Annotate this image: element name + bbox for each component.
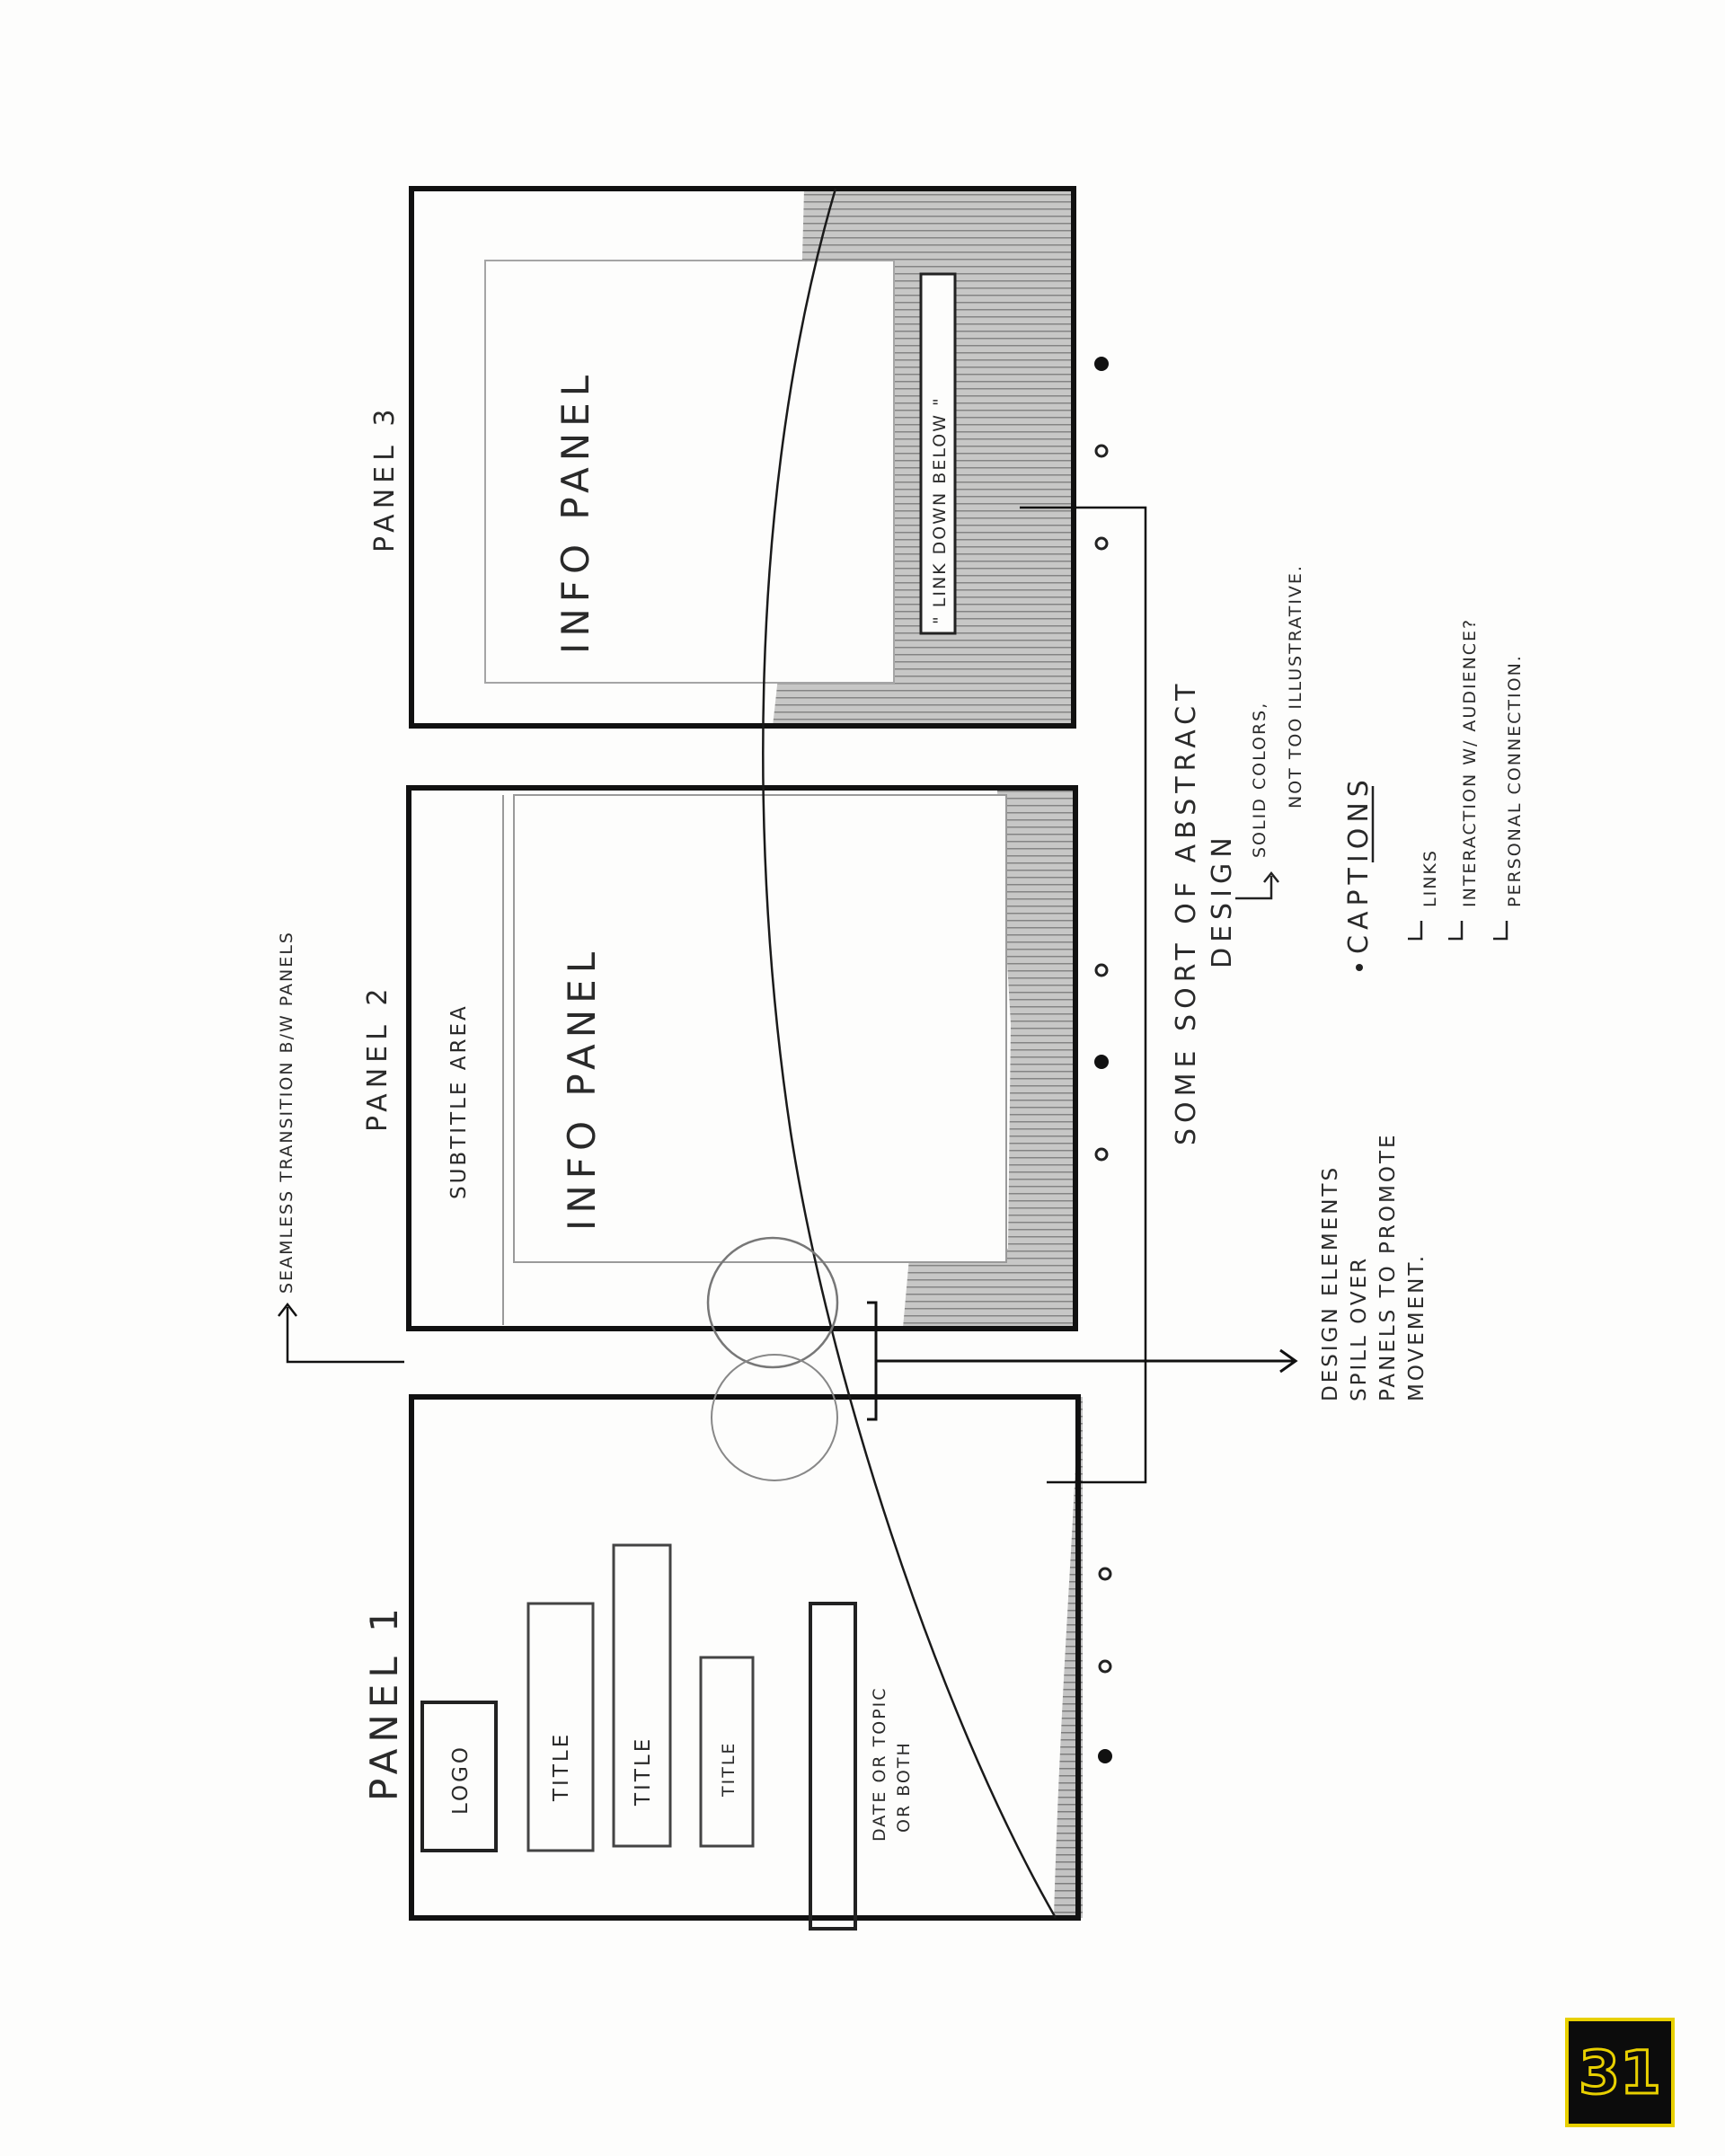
info-panel-3-shape (485, 261, 894, 683)
transition-note: SEAMLESS TRANSITION B/W PANELS (277, 931, 296, 1294)
title-label-2: TITLE (632, 1736, 655, 1806)
pager-dot (1100, 1568, 1110, 1579)
pager-dot-active (1094, 1055, 1109, 1069)
spill-note-2: SPILL OVER (1348, 1255, 1371, 1401)
date-label-line2: OR BOTH (894, 1741, 914, 1833)
panel-3-heading: PANEL 3 (369, 403, 401, 552)
interaction-arrow (1448, 921, 1462, 939)
panel-2-pager (1094, 965, 1109, 1160)
links-arrow (1408, 921, 1421, 939)
panel-2-heading: PANEL 2 (362, 983, 394, 1132)
transition-arrow (279, 1304, 404, 1362)
captions-bullet (1356, 964, 1363, 971)
abstract-note-2: DESIGN (1207, 832, 1238, 968)
pager-dot-active (1094, 357, 1109, 371)
page-number-badge (1565, 2018, 1675, 2127)
pager-dot (1096, 446, 1107, 456)
pager-dot-active (1098, 1749, 1112, 1763)
solid-colors-note-1: SOLID COLORS, (1250, 701, 1269, 858)
logo-label: LOGO (449, 1744, 473, 1815)
personal-arrow (1493, 921, 1507, 939)
title-label-3: TITLE (719, 1741, 739, 1797)
solid-colors-note-2: NOT TOO ILLUSTRATIVE. (1286, 564, 1305, 808)
panel-1-heading: PANEL 1 (362, 1602, 406, 1801)
title-label-1: TITLE (550, 1731, 573, 1801)
pager-dot (1096, 538, 1107, 549)
solid-colors-arrow (1235, 873, 1278, 898)
page-number: 31 (1579, 2037, 1661, 2107)
spill-note-3: PANELS TO PROMOTE (1376, 1132, 1400, 1401)
pager-dot (1100, 1661, 1110, 1672)
abstract-note-1: SOME SORT OF ABSTRACT (1171, 678, 1202, 1145)
date-label-line1: DATE OR TOPIC (870, 1686, 889, 1842)
date-bar (810, 1604, 855, 1929)
pager-dot (1096, 965, 1107, 976)
panel-2 (409, 788, 1109, 1329)
panel-3-pager (1094, 357, 1109, 549)
subtitle-area-label: SUBTITLE AREA (447, 1003, 471, 1199)
panel-1-pager (1098, 1568, 1112, 1763)
spill-note-1: DESIGN ELEMENTS (1319, 1164, 1342, 1401)
captions-item-interaction: INTERACTION W/ AUDIENCE? (1460, 617, 1480, 907)
pager-dot (1096, 1149, 1107, 1160)
captions-item-personal: PERSONAL CONNECTION. (1505, 654, 1525, 907)
panel-1 (411, 1397, 1112, 1929)
panel-3 (411, 189, 1109, 726)
info-panel-2-label: INFO PANEL (560, 945, 604, 1231)
captions-heading: CAPTIONS (1343, 774, 1375, 954)
title-box-1 (528, 1604, 593, 1851)
spill-note-4: MOVEMENT. (1405, 1252, 1429, 1401)
link-down-below-label: " LINK DOWN BELOW " (930, 396, 950, 624)
captions-item-links: LINKS (1420, 849, 1440, 907)
info-panel-3-label: INFO PANEL (553, 368, 597, 654)
